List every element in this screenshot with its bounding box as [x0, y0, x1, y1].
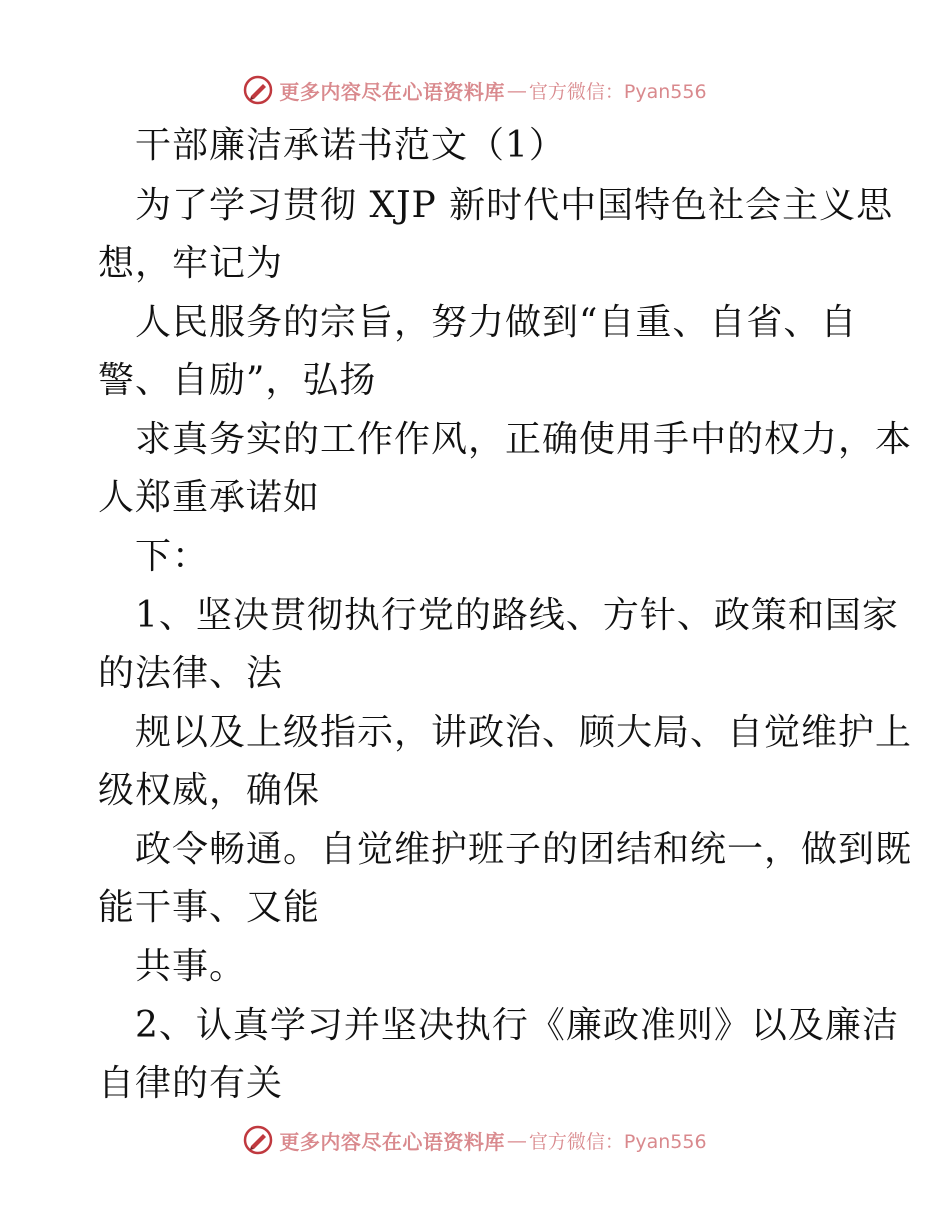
footer-contact-text: 官方微信：Pyan556 — [528, 1130, 707, 1153]
header-separator: — — [506, 78, 527, 102]
list-item-1-line: 级权威，确保 — [98, 770, 321, 811]
paragraph-line: 求真务实的工作作风，正确使用手中的权力，本 — [135, 419, 913, 460]
list-item-1-line: 规以及上级指示，讲政治、顾大局、自觉维护上 — [135, 712, 913, 753]
header-brand-text: 更多内容尽在心语资料库 — [279, 79, 505, 104]
header-contact-text: 官方微信：Pyan556 — [528, 80, 707, 103]
list-item-2-line: 自律的有关 — [98, 1063, 284, 1104]
list-item-2-line: 2、认真学习并坚决执行《廉政准则》以及廉洁 — [135, 1005, 899, 1046]
paragraph-line: 下： — [135, 536, 210, 577]
pen-logo-icon — [243, 1125, 273, 1155]
header-watermark-banner — [0, 70, 950, 110]
paragraph-line: 人民服务的宗旨，努力做到“自重、自省、自 — [135, 302, 858, 343]
list-item-1-line: 政令畅通。自觉维护班子的团结和统一，做到既 — [135, 829, 913, 870]
list-item-1-line: 共事。 — [135, 946, 247, 987]
footer-separator: — — [506, 1128, 527, 1152]
pen-logo-icon — [243, 75, 273, 105]
paragraph-line: 警、自励”，弘扬 — [98, 360, 377, 401]
list-item-1-line: 的法律、法 — [98, 653, 284, 694]
paragraph-line: 人郑重承诺如 — [98, 477, 321, 518]
list-item-1-line: 能干事、又能 — [98, 887, 321, 928]
paragraph-line: 为了学习贯彻 XJP 新时代中国特色社会主义思 — [135, 185, 894, 226]
footer-watermark-banner — [0, 1120, 950, 1160]
footer-brand-text: 更多内容尽在心语资料库 — [279, 1129, 505, 1154]
paragraph-line: 想，牢记为 — [98, 243, 284, 284]
list-item-1-line: 1、坚决贯彻执行党的路线、方针、政策和国家 — [135, 595, 899, 636]
document-title: 干部廉洁承诺书范文（1） — [135, 125, 566, 166]
